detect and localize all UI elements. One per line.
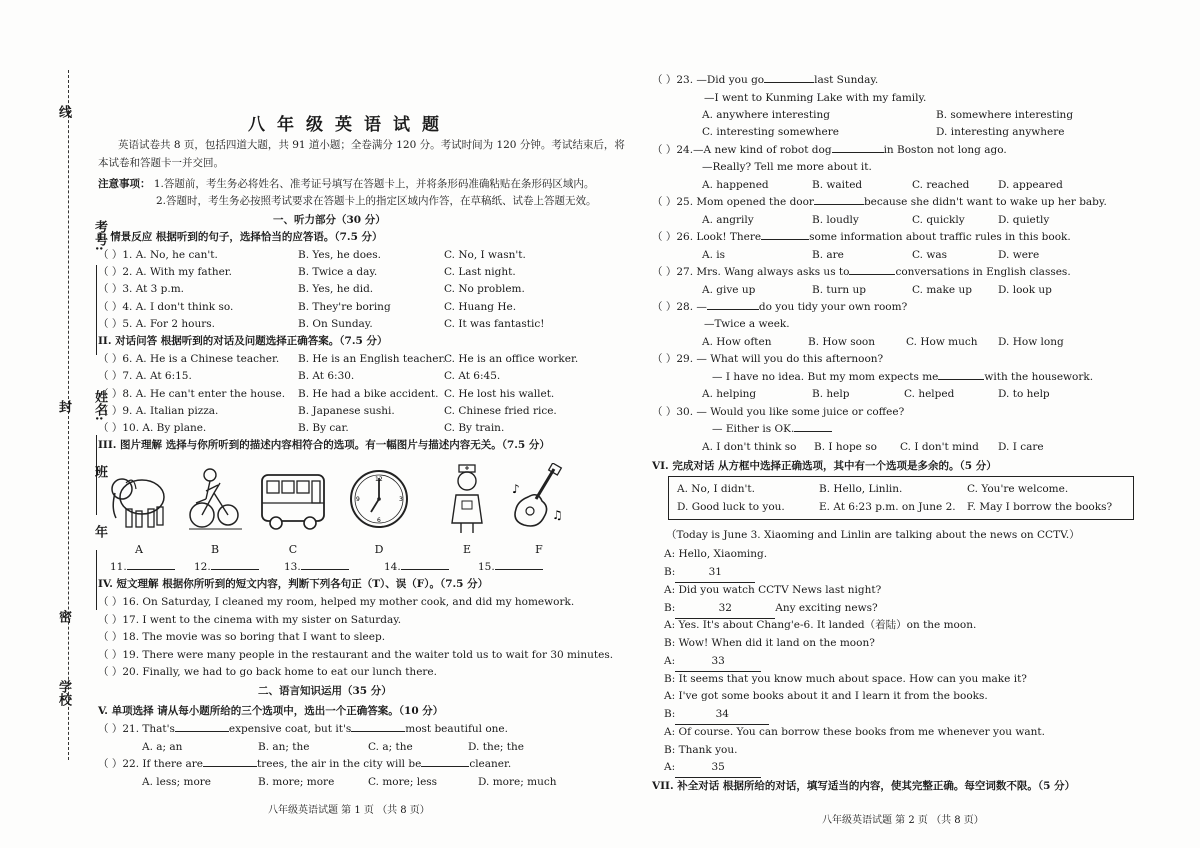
- q28-option-a[interactable]: A. How often: [702, 336, 772, 348]
- q28-option-d[interactable]: D. How long: [998, 336, 1064, 348]
- section-3-title: III. 图片理解 选择与你所听到的描述内容相符合的选项。有一幅图片与描述内容无关。（7.5 分）: [98, 439, 550, 451]
- dialog-line-3: A: Did you watch CCTV News last night?: [664, 584, 882, 596]
- seal-label-school: 学校: [56, 680, 71, 706]
- dialog-line-8: B: It seems that you know much about space. How can you make it?: [664, 673, 1027, 685]
- q22-stem: [98, 756, 511, 774]
- q15-label: 15.: [478, 561, 495, 573]
- q23-option-a[interactable]: A. anywhere interesting: [702, 109, 830, 121]
- q18-statement[interactable]: （ ）18. The movie was so boring that I want to sleep.: [98, 631, 386, 643]
- answer-blank-32[interactable]: 32: [675, 600, 775, 619]
- q2-option-b[interactable]: B. Twice a day.: [298, 266, 378, 278]
- part-2-heading: 二、语言知识运用（35 分）: [258, 685, 392, 697]
- q27-stem: [652, 264, 1071, 282]
- guitar-icon: [508, 463, 570, 535]
- page-footer-2: 八年级英语试题 第 2 页 （共 8 页）: [822, 815, 984, 826]
- q11-blank[interactable]: [110, 559, 175, 577]
- q8-option-b[interactable]: B. He had a bike accident.: [298, 388, 439, 400]
- dialog-line-12: B: Thank you.: [664, 744, 738, 756]
- q27-option-b[interactable]: B. turn up: [812, 284, 866, 296]
- q22-option-a[interactable]: A. less; more: [142, 776, 211, 788]
- elephant-picture: [108, 463, 170, 535]
- q6-option-a[interactable]: （ ）6. A. He is a Chinese teacher.: [98, 353, 280, 365]
- picture-row: [98, 463, 610, 573]
- q24-part-2: in Boston not long ago.: [883, 144, 1007, 156]
- elephant-icon: [108, 463, 170, 535]
- q30-blank[interactable]: [794, 431, 832, 432]
- q25-option-c[interactable]: C. quickly: [912, 214, 965, 226]
- field-exam-number: 考号:: [92, 220, 107, 251]
- dialog-context: （Today is June 3. Xiaoming and Linlin are talking about the news on CCTV.）: [666, 529, 1080, 541]
- q7-option-a[interactable]: （ ）7. A. At 6:15.: [98, 370, 192, 382]
- q22-blank-1[interactable]: [203, 766, 257, 767]
- dialog-speaker-10: B:: [664, 708, 676, 720]
- bus-picture: [258, 463, 320, 535]
- svg-text:9: 9: [356, 496, 360, 503]
- svg-text:♫: ♫: [552, 508, 563, 522]
- q28-part-1: （ ）28. —: [652, 301, 707, 313]
- q13-label: 13.: [284, 561, 301, 573]
- dialog-line-5: A: Yes. It's about Chang'e-6. It landed（着陆）on the moon.: [664, 619, 977, 631]
- q30-option-d[interactable]: D. I care: [998, 441, 1044, 453]
- q25-option-d[interactable]: D. quietly: [998, 214, 1050, 226]
- q27-option-d[interactable]: D. look up: [998, 284, 1052, 296]
- q23-part-2: last Sunday.: [814, 74, 879, 86]
- q7-option-c[interactable]: C. At 6:45.: [444, 370, 501, 382]
- q2-option-c[interactable]: C. Last night.: [444, 266, 516, 278]
- dialog-line-10: [664, 706, 769, 725]
- nurse-icon: [436, 463, 498, 535]
- page-title: 八年级英语试题: [248, 115, 451, 135]
- q29-part-2: with the housework.: [984, 371, 1094, 383]
- q9-option-c[interactable]: C. Chinese fried rice.: [444, 405, 557, 417]
- q30-option-c[interactable]: C. I don't mind: [900, 441, 979, 453]
- q21-option-c[interactable]: C. a; the: [368, 741, 413, 753]
- q4-option-a[interactable]: （ ）4. A. I don't think so.: [98, 301, 234, 313]
- picture-label-e: E: [462, 543, 472, 556]
- section-1-title: I. 情景反应 根据听到的句子，选择恰当的应答语。（7.5 分）: [98, 231, 383, 243]
- dialog-line-13: [664, 759, 761, 778]
- notes: [98, 176, 594, 194]
- seal-label-feng: 封: [56, 400, 71, 413]
- q8-option-c[interactable]: C. He lost his wallet.: [444, 388, 555, 400]
- bike-accident-icon: [184, 463, 246, 535]
- q30-option-a[interactable]: A. I don't think so: [702, 441, 797, 453]
- q26-option-a[interactable]: A. is: [702, 249, 726, 261]
- q26-option-d[interactable]: D. were: [998, 249, 1040, 261]
- seal-label-xian: 线: [56, 105, 71, 118]
- seal-line: [68, 70, 69, 760]
- q9-option-a[interactable]: （ ）9. A. Italian pizza.: [98, 405, 219, 417]
- picture-label-c: C: [288, 543, 298, 556]
- q24-reply: —Really? Tell me more about it.: [702, 161, 872, 173]
- q21-part-3: most beautiful one.: [405, 723, 508, 735]
- q27-part-2: conversations in English classes.: [895, 266, 1071, 278]
- svg-text:♪: ♪: [512, 482, 520, 496]
- q9-option-b[interactable]: B. Japanese sushi.: [298, 405, 395, 417]
- dialog-line-9: A: I've got some books about it and I learn it from the books.: [664, 690, 988, 702]
- q29-option-a[interactable]: A. helping: [702, 388, 757, 400]
- q21-part-2: expensive coat, but it's: [228, 723, 352, 735]
- answer-blank-34[interactable]: 34: [675, 706, 769, 725]
- q26-option-c[interactable]: C. was: [912, 249, 947, 261]
- q22-part-1: （ ）22. If there are: [98, 758, 204, 770]
- box-option-f: F. May I borrow the books?: [967, 501, 1113, 513]
- picture-label-a: A: [135, 543, 143, 556]
- part-1-heading: 一、听力部分（30 分）: [273, 214, 386, 226]
- q30-reply: [712, 421, 832, 439]
- q14-blank[interactable]: [384, 559, 449, 577]
- q3-option-a[interactable]: （ ）3. At 3 p.m.: [98, 283, 185, 295]
- q21-stem: [98, 721, 508, 739]
- picture-label-d: D: [374, 543, 384, 556]
- box-option-d: D. Good luck to you.: [677, 501, 785, 513]
- q26-blank[interactable]: [761, 239, 809, 240]
- answer-blank-33[interactable]: 33: [675, 653, 761, 672]
- dialog-speaker-4: B:: [664, 602, 676, 614]
- q27-blank[interactable]: [849, 274, 895, 275]
- box-option-c: C. You're welcome.: [967, 483, 1069, 495]
- q10-option-c[interactable]: C. By train.: [444, 422, 505, 434]
- q22-blank-2[interactable]: [421, 766, 469, 767]
- intro-line-2: 本试卷和答题卡一并交回。: [98, 157, 224, 169]
- q14-label: 14.: [384, 561, 401, 573]
- dialog-line-1: A: Hello, Xiaoming.: [664, 548, 768, 560]
- q25-option-a[interactable]: A. angrily: [702, 214, 754, 226]
- q10-option-a[interactable]: （ ）10. A. By plane.: [98, 422, 207, 434]
- q25-part-2: because she didn't want to wake up her baby.: [863, 196, 1107, 208]
- section-4-title: IV. 短文理解 根据你所听到的短文内容，判断下列各句正（T）、误（F）。（7.5 分）: [98, 578, 489, 590]
- q25-blank[interactable]: [814, 204, 864, 205]
- q23-option-b[interactable]: B. somewhere interesting: [936, 109, 1074, 121]
- section-6-title: VI. 完成对话 从方框中选择正确选项，其中有一个选项是多余的。（5 分）: [652, 460, 997, 472]
- answer-blank-35[interactable]: 35: [675, 759, 761, 778]
- q6-option-c[interactable]: C. He is an office worker.: [444, 353, 579, 365]
- q22-part-2: trees, the air in the city will be: [257, 758, 422, 770]
- q12-label: 12.: [194, 561, 211, 573]
- dialog-line-2: [664, 564, 755, 583]
- q11-label: 11.: [110, 561, 127, 573]
- q26-part-1: （ ）26. Look! There: [652, 231, 762, 243]
- page-footer-1: 八年级英语试题 第 1 页 （共 8 页）: [268, 805, 430, 816]
- q17-statement[interactable]: （ ）17. I went to the cinema with my sister on Saturday.: [98, 614, 402, 626]
- q21-part-1: （ ）21. That's: [98, 723, 175, 735]
- q26-option-b[interactable]: B. are: [812, 249, 844, 261]
- q30-reply-text: — Either is OK.: [712, 423, 795, 435]
- dialog-line-4: [664, 600, 878, 619]
- q28-option-c[interactable]: C. How much: [906, 336, 978, 348]
- q29-option-d[interactable]: D. to help: [998, 388, 1050, 400]
- q1-option-a[interactable]: （ ）1. A. No, he can't.: [98, 249, 218, 261]
- q12-blank[interactable]: [194, 559, 259, 577]
- q20-statement[interactable]: （ ）20. Finally, we had to go back home to eat our lunch there.: [98, 666, 437, 678]
- q23-stem: [652, 72, 878, 90]
- dialog-line-4-tail: Any exciting news?: [775, 602, 878, 614]
- notes-label: 注意事项：: [98, 178, 151, 190]
- q29-blank[interactable]: [938, 379, 984, 380]
- section-7-title: VII. 补全对话 根据所给的对话，填写适当的内容，使其完整正确。每空词数不限。（5 分）: [652, 780, 1076, 792]
- picture-label-b: B: [210, 543, 220, 556]
- q15-blank[interactable]: [478, 559, 543, 577]
- field-name: 姓名:: [92, 390, 107, 421]
- q27-option-a[interactable]: A. give up: [702, 284, 756, 296]
- q6-option-b[interactable]: B. He is an English teacher.: [298, 353, 446, 365]
- guitar-picture: [508, 463, 570, 535]
- picture-label-f: F: [535, 543, 543, 556]
- q22-option-d[interactable]: D. more; much: [478, 776, 557, 788]
- q29-stem: （ ）29. — What will you do this afternoon?: [652, 353, 884, 365]
- q29-part-1: — I have no idea. But my mom expects me: [712, 371, 939, 383]
- q24-option-a[interactable]: A. happened: [702, 179, 769, 191]
- dialog-speaker-2: B:: [664, 566, 676, 578]
- nurse-picture: [436, 463, 498, 535]
- q24-blank[interactable]: [832, 152, 884, 153]
- q27-option-c[interactable]: C. make up: [912, 284, 972, 296]
- q29-option-b[interactable]: B. help: [812, 388, 850, 400]
- grade-blank[interactable]: [96, 550, 97, 610]
- q23-blank[interactable]: [764, 82, 814, 83]
- svg-text:12: 12: [375, 476, 383, 483]
- q22-part-3: cleaner.: [469, 758, 512, 770]
- q4-option-c[interactable]: C. Huang He.: [444, 301, 517, 313]
- q1-option-c[interactable]: C. No, I wasn't.: [444, 249, 526, 261]
- section-5-title: V. 单项选择 请从每小题所给的三个选项中，选出一个正确答案。（10 分）: [98, 705, 444, 717]
- q23-option-d[interactable]: D. interesting anywhere: [936, 126, 1065, 138]
- exam-number-blank[interactable]: [96, 265, 97, 355]
- q5-option-a[interactable]: （ ）5. A. For 2 hours.: [98, 318, 215, 330]
- bus-icon: [258, 463, 328, 535]
- q26-part-2: some information about traffic rules in this book.: [809, 231, 1071, 243]
- q7-option-b[interactable]: B. At 6:30.: [298, 370, 355, 382]
- q2-option-a[interactable]: （ ）2. A. With my father.: [98, 266, 233, 278]
- q29-reply: [712, 369, 1093, 387]
- q21-option-d[interactable]: D. the; the: [468, 741, 524, 753]
- q25-option-b[interactable]: B. loudly: [812, 214, 859, 226]
- note-2: 2.答题时，考生务必按照考试要求在答题卡上的指定区域内作答，在草稿纸、试卷上答题无效。: [156, 195, 597, 207]
- q23-option-c[interactable]: C. interesting somewhere: [702, 126, 839, 138]
- q16-statement[interactable]: （ ）16. On Saturday, I cleaned my room, helped my mother cook, and did my homework.: [98, 596, 575, 608]
- seal-label-mi: 密: [56, 610, 71, 623]
- clock-icon: [348, 463, 410, 535]
- dialog-line-6: B: Wow! When did it land on the moon?: [664, 637, 875, 649]
- q19-statement[interactable]: （ ）19. There were many people in the restaurant and the waiter told us to wait for 30 minutes.: [98, 649, 614, 661]
- q27-part-1: （ ）27. Mrs. Wang always asks us to: [652, 266, 850, 278]
- q28-stem: [652, 299, 907, 317]
- q29-option-c[interactable]: C. helped: [904, 388, 955, 400]
- box-option-e: E. At 6:23 p.m. on June 2.: [819, 501, 956, 513]
- q5-option-b[interactable]: B. On Sunday.: [298, 318, 373, 330]
- q21-blank-1[interactable]: [175, 731, 229, 732]
- q30-stem: （ ）30. — Would you like some juice or coffee?: [652, 406, 905, 418]
- q21-option-a[interactable]: A. a; an: [142, 741, 183, 753]
- accident-picture: [184, 463, 246, 535]
- q24-part-1: （ ）24.—A new kind of robot dog: [652, 144, 832, 156]
- q28-option-b[interactable]: B. How soon: [808, 336, 875, 348]
- svg-text:6: 6: [377, 517, 381, 524]
- box-option-a: A. No, I didn't.: [677, 483, 755, 495]
- q21-blank-2[interactable]: [351, 731, 405, 732]
- svg-text:3: 3: [399, 496, 403, 503]
- dialog-line-7: [664, 653, 761, 672]
- q21-option-b[interactable]: B. an; the: [258, 741, 310, 753]
- q24-option-d[interactable]: D. appeared: [998, 179, 1063, 191]
- q23-part-1: （ ）23. —Did you go: [652, 74, 765, 86]
- q24-stem: [652, 142, 1007, 160]
- q22-option-b[interactable]: B. more; more: [258, 776, 335, 788]
- field-grade: 年: [92, 525, 107, 538]
- q1-option-b[interactable]: B. Yes, he does.: [298, 249, 381, 261]
- q24-option-c[interactable]: C. reached: [912, 179, 970, 191]
- q28-blank[interactable]: [707, 309, 759, 310]
- clock-picture: [348, 463, 410, 535]
- q28-part-2: do you tidy your own room?: [758, 301, 908, 313]
- q5-option-c[interactable]: C. It was fantastic!: [444, 318, 545, 330]
- q10-option-b[interactable]: B. By car.: [298, 422, 349, 434]
- q24-option-b[interactable]: B. waited: [812, 179, 863, 191]
- field-class: 班: [92, 465, 107, 478]
- q30-option-b[interactable]: B. I hope so: [814, 441, 877, 453]
- option-box: [668, 476, 1134, 520]
- dialog-speaker-13: A:: [664, 761, 676, 773]
- q3-option-b[interactable]: B. Yes, he did.: [298, 283, 374, 295]
- intro-line-1: 英语试卷共 8 页，包括四道大题，共 91 道小题；全卷满分 120 分。考试时间为 120 分钟。考试结束后，将: [118, 139, 625, 151]
- q22-option-c[interactable]: C. more; less: [368, 776, 438, 788]
- q3-option-c[interactable]: C. No problem.: [444, 283, 525, 295]
- q25-stem: [652, 194, 1107, 212]
- box-option-b: B. Hello, Linlin.: [819, 483, 903, 495]
- q28-reply: —Twice a week.: [704, 318, 790, 330]
- section-2-title: II. 对话问答 根据听到的对话及问题选择正确答案。（7.5 分）: [98, 335, 388, 347]
- q23-reply: —I went to Kunming Lake with my family.: [704, 92, 927, 104]
- q26-stem: [652, 229, 1071, 247]
- note-1: 1.答题前，考生务必将姓名、准考证号填写在答题卡上，并将条形码准确粘贴在条形码区域内。: [153, 178, 595, 190]
- dialog-speaker-7: A:: [664, 655, 676, 667]
- answer-blank-31[interactable]: 31: [675, 564, 755, 583]
- q25-part-1: （ ）25. Mom opened the door: [652, 196, 814, 208]
- q13-blank[interactable]: [284, 559, 349, 577]
- q4-option-b[interactable]: B. They're boring: [298, 301, 391, 313]
- dialog-line-11: A: Of course. You can borrow these books from me whenever you want.: [664, 726, 1045, 738]
- q8-option-a[interactable]: （ ）8. A. He can't enter the house.: [98, 388, 286, 400]
